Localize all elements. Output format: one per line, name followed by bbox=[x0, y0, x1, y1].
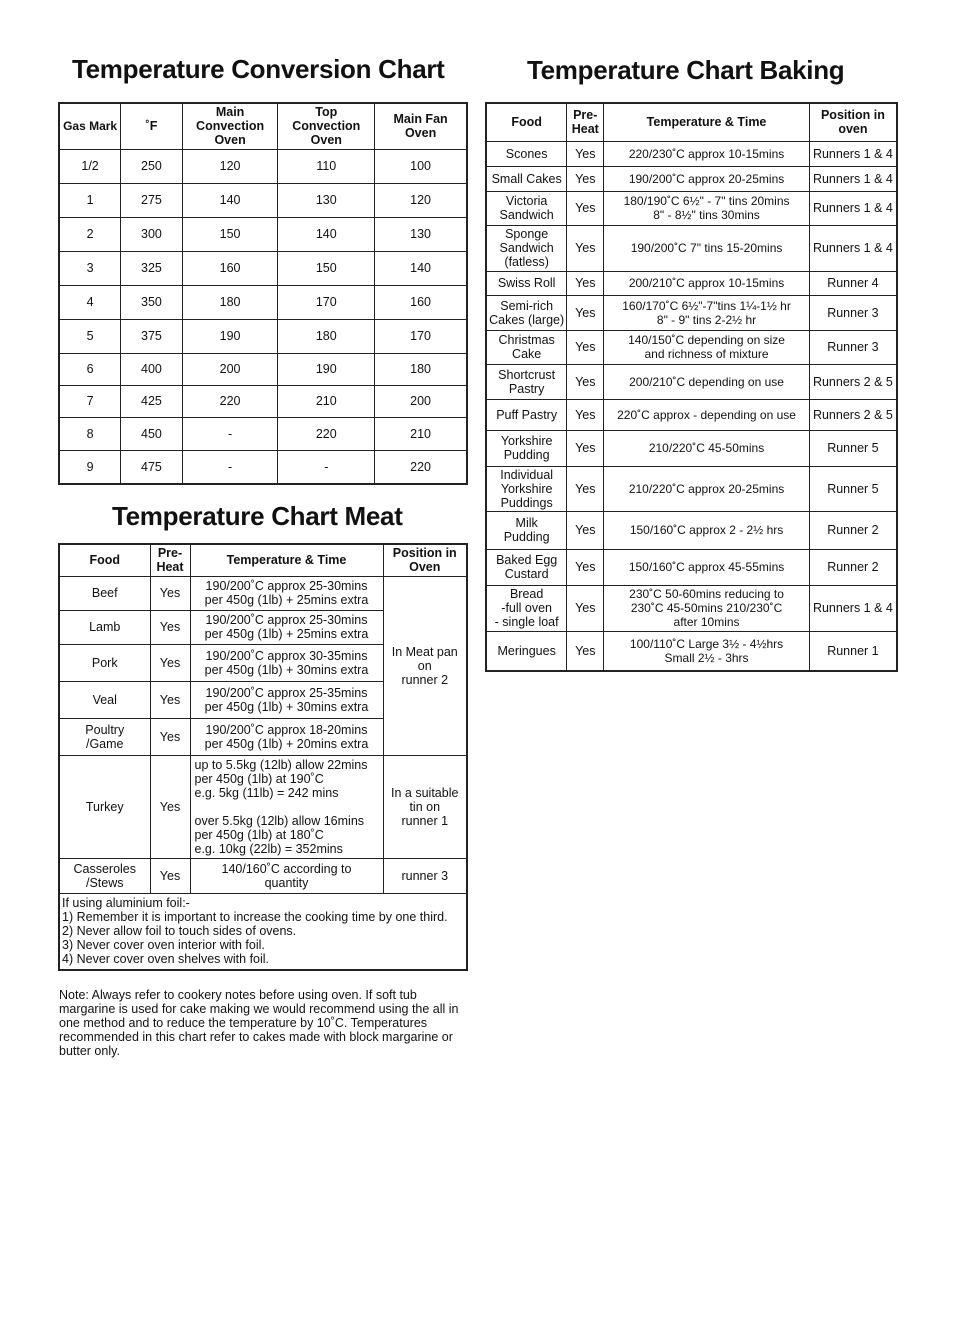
foil-notes-heading: If using aluminium foil:- bbox=[62, 895, 190, 910]
baking-preheat: Yes bbox=[567, 631, 604, 671]
fahrenheit-cell: 275 bbox=[121, 183, 183, 217]
baking-position: Runner 2 bbox=[809, 511, 897, 549]
baking-preheat: Yes bbox=[567, 364, 604, 399]
baking-table-body bbox=[486, 141, 897, 671]
gas-mark-cell: 4 bbox=[59, 285, 121, 319]
meat-header-row bbox=[59, 544, 467, 576]
baking-position: Runners 2 & 5 bbox=[809, 364, 897, 399]
main-convection-cell: - bbox=[182, 417, 278, 450]
baking-food: Sponge Sandwich (fatless) bbox=[486, 225, 567, 271]
conversion-chart-title: Temperature Conversion Chart bbox=[72, 54, 445, 84]
gas-mark-cell: 2 bbox=[59, 217, 121, 251]
baking-temp: 220˚C approx - depending on use bbox=[604, 399, 810, 430]
baking-temp: 140/150˚C depending on size and richness of mixture bbox=[604, 330, 810, 364]
fahrenheit-cell: 450 bbox=[121, 417, 183, 450]
fahrenheit-cell: 300 bbox=[121, 217, 183, 251]
fahrenheit-cell: 425 bbox=[121, 385, 183, 417]
table-row bbox=[59, 858, 467, 893]
baking-food: Meringues bbox=[486, 631, 567, 671]
baking-position: Runner 3 bbox=[809, 330, 897, 364]
baking-temp: 200/210˚C depending on use bbox=[604, 364, 810, 399]
main-convection-cell: - bbox=[182, 450, 278, 484]
meat-temp: 190/200˚C approx 25-30mins per 450g (1lb) + 25mins extra bbox=[190, 610, 383, 644]
meat-chart-title: Temperature Chart Meat bbox=[112, 501, 403, 531]
baking-preheat: Yes bbox=[567, 271, 604, 295]
meat-table bbox=[58, 543, 468, 971]
gas-mark-cell: 1 bbox=[59, 183, 121, 217]
baking-preheat: Yes bbox=[567, 466, 604, 511]
foil-note: 1) Remember it is important to increase the cooking time by one third. bbox=[62, 909, 448, 924]
baking-position: Runners 1 & 4 bbox=[809, 141, 897, 166]
baking-preheat: Yes bbox=[567, 549, 604, 585]
table-row bbox=[59, 217, 467, 251]
foil-notes bbox=[59, 893, 467, 970]
baking-food: Milk Pudding bbox=[486, 511, 567, 549]
gas-mark-cell: 8 bbox=[59, 417, 121, 450]
main-convection-cell: 180 bbox=[182, 285, 278, 319]
top-convection-cell: 210 bbox=[278, 385, 375, 417]
top-convection-cell: 190 bbox=[278, 353, 375, 385]
table-row bbox=[486, 466, 897, 511]
header-top-convection: Top Convection Oven bbox=[278, 103, 375, 149]
meat-position-casseroles: runner 3 bbox=[383, 858, 467, 893]
baking-position: Runner 2 bbox=[809, 549, 897, 585]
main-fan-cell: 120 bbox=[375, 183, 467, 217]
baking-position: Runners 1 & 4 bbox=[809, 166, 897, 191]
baking-preheat: Yes bbox=[567, 295, 604, 330]
table-row bbox=[59, 183, 467, 217]
table-row bbox=[486, 141, 897, 166]
table-row bbox=[486, 225, 897, 271]
baking-preheat: Yes bbox=[567, 330, 604, 364]
fahrenheit-cell: 350 bbox=[121, 285, 183, 319]
top-convection-cell: 150 bbox=[278, 251, 375, 285]
top-convection-cell: 180 bbox=[278, 319, 375, 353]
meat-preheat: Yes bbox=[150, 576, 190, 610]
gas-mark-cell: 7 bbox=[59, 385, 121, 417]
main-convection-cell: 120 bbox=[182, 149, 278, 183]
meat-food: Lamb bbox=[59, 610, 150, 644]
baking-food: Scones bbox=[486, 141, 567, 166]
baking-food: Puff Pastry bbox=[486, 399, 567, 430]
table-row bbox=[486, 549, 897, 585]
table-row bbox=[486, 191, 897, 225]
baking-position: Runners 1 & 4 bbox=[809, 225, 897, 271]
margarine-footnote: Note: Always refer to cookery notes before using oven. If soft tub margarine is used for cake making we would recommend using the all in one method and to reduce the temperature by 10˚C. Temperatures recommended in this chart refer to cakes made with block margarine or butter only. bbox=[59, 988, 459, 1058]
baking-position: Runner 4 bbox=[809, 271, 897, 295]
meat-header-position: Position in Oven bbox=[383, 544, 467, 576]
baking-preheat: Yes bbox=[567, 225, 604, 271]
table-row bbox=[486, 399, 897, 430]
table-row bbox=[59, 755, 467, 858]
baking-temp: 200/210˚C approx 10-15mins bbox=[604, 271, 810, 295]
conversion-table bbox=[58, 102, 468, 485]
table-row bbox=[486, 511, 897, 549]
baking-food: Bread -full oven - single loaf bbox=[486, 585, 567, 631]
table-row bbox=[486, 430, 897, 466]
header-gas-mark: Gas Mark bbox=[59, 103, 121, 149]
foil-note: 2) Never allow foil to touch sides of ovens. bbox=[62, 923, 297, 938]
baking-temp: 220/230˚C approx 10-15mins bbox=[604, 141, 810, 166]
meat-temp: up to 5.5kg (12lb) allow 22mins per 450g (1lb) at 190˚C e.g. 5kg (11lb) = 242 mins over 5.5kg (12lb) allow 16mins per 450g (1lb) at 180˚C e.g. 10kg (22lb) = 352mins bbox=[190, 755, 383, 858]
meat-food: Poultry /Game bbox=[59, 718, 150, 755]
baking-food: Christmas Cake bbox=[486, 330, 567, 364]
main-fan-cell: 160 bbox=[375, 285, 467, 319]
table-row bbox=[59, 450, 467, 484]
header-fahrenheit: ˚F bbox=[121, 103, 183, 149]
meat-position-turkey: In a suitable tin on runner 1 bbox=[383, 755, 467, 858]
table-row bbox=[486, 585, 897, 631]
baking-table bbox=[485, 102, 898, 672]
baking-food: Semi-rich Cakes (large) bbox=[486, 295, 567, 330]
baking-preheat: Yes bbox=[567, 430, 604, 466]
table-row bbox=[486, 166, 897, 191]
baking-food: Yorkshire Pudding bbox=[486, 430, 567, 466]
main-convection-cell: 160 bbox=[182, 251, 278, 285]
baking-temp: 210/220˚C approx 20-25mins bbox=[604, 466, 810, 511]
foil-note: 3) Never cover oven interior with foil. bbox=[62, 937, 265, 952]
baking-preheat: Yes bbox=[567, 166, 604, 191]
table-row bbox=[486, 330, 897, 364]
gas-mark-cell: 1/2 bbox=[59, 149, 121, 183]
top-convection-cell: 170 bbox=[278, 285, 375, 319]
meat-preheat: Yes bbox=[150, 718, 190, 755]
fahrenheit-cell: 250 bbox=[121, 149, 183, 183]
baking-preheat: Yes bbox=[567, 399, 604, 430]
baking-position: Runner 5 bbox=[809, 430, 897, 466]
table-row bbox=[59, 149, 467, 183]
meat-header-food: Food bbox=[59, 544, 150, 576]
gas-mark-cell: 3 bbox=[59, 251, 121, 285]
baking-temp: 150/160˚C approx 2 - 2½ hrs bbox=[604, 511, 810, 549]
baking-header-food: Food bbox=[486, 103, 567, 141]
baking-header-row bbox=[486, 103, 897, 141]
baking-temp: 160/170˚C 6½"-7"tins 1¼-1½ hr 8" - 9" tins 2-2½ hr bbox=[604, 295, 810, 330]
baking-preheat: Yes bbox=[567, 141, 604, 166]
table-row bbox=[486, 295, 897, 330]
top-convection-cell: 110 bbox=[278, 149, 375, 183]
baking-temp: 180/190˚C 6½" - 7" tins 20mins 8" - 8½" tins 30mins bbox=[604, 191, 810, 225]
baking-position: Runner 5 bbox=[809, 466, 897, 511]
baking-food: Small Cakes bbox=[486, 166, 567, 191]
foil-note: 4) Never cover oven shelves with foil. bbox=[62, 951, 270, 966]
gas-mark-cell: 5 bbox=[59, 319, 121, 353]
meat-header-temp: Temperature & Time bbox=[190, 544, 383, 576]
table-row bbox=[59, 319, 467, 353]
baking-temp: 230˚C 50-60mins reducing to 230˚C 45-50mins 210/230˚C after 10mins bbox=[604, 585, 810, 631]
table-row bbox=[59, 576, 467, 610]
baking-temp: 100/110˚C Large 3½ - 4½hrs Small 2½ - 3hrs bbox=[604, 631, 810, 671]
baking-position: Runner 3 bbox=[809, 295, 897, 330]
table-row bbox=[486, 364, 897, 399]
fahrenheit-cell: 325 bbox=[121, 251, 183, 285]
meat-position-meat-pan: In Meat pan on runner 2 bbox=[383, 576, 467, 755]
main-fan-cell: 170 bbox=[375, 319, 467, 353]
header-main-fan: Main Fan Oven bbox=[375, 103, 467, 149]
meat-preheat: Yes bbox=[150, 681, 190, 718]
baking-chart-title: Temperature Chart Baking bbox=[527, 55, 845, 85]
main-fan-cell: 140 bbox=[375, 251, 467, 285]
meat-food: Pork bbox=[59, 644, 150, 681]
main-convection-cell: 140 bbox=[182, 183, 278, 217]
meat-food: Turkey bbox=[59, 755, 150, 858]
baking-position: Runners 1 & 4 bbox=[809, 191, 897, 225]
header-main-convection: Main Convection Oven bbox=[182, 103, 278, 149]
fahrenheit-cell: 400 bbox=[121, 353, 183, 385]
meat-temp: 190/200˚C approx 25-35mins per 450g (1lb) + 30mins extra bbox=[190, 681, 383, 718]
main-fan-cell: 100 bbox=[375, 149, 467, 183]
main-fan-cell: 200 bbox=[375, 385, 467, 417]
meat-preheat: Yes bbox=[150, 644, 190, 681]
baking-temp: 190/200˚C 7" tins 15-20mins bbox=[604, 225, 810, 271]
baking-preheat: Yes bbox=[567, 585, 604, 631]
main-fan-cell: 130 bbox=[375, 217, 467, 251]
main-fan-cell: 180 bbox=[375, 353, 467, 385]
meat-temp: 190/200˚C approx 25-30mins per 450g (1lb) + 25mins extra bbox=[190, 576, 383, 610]
foil-notes-row bbox=[59, 893, 467, 970]
baking-preheat: Yes bbox=[567, 191, 604, 225]
main-convection-cell: 200 bbox=[182, 353, 278, 385]
main-fan-cell: 210 bbox=[375, 417, 467, 450]
meat-preheat: Yes bbox=[150, 755, 190, 858]
meat-temp: 190/200˚C approx 30-35mins per 450g (1lb) + 30mins extra bbox=[190, 644, 383, 681]
main-convection-cell: 220 bbox=[182, 385, 278, 417]
table-row bbox=[486, 631, 897, 671]
baking-position: Runners 1 & 4 bbox=[809, 585, 897, 631]
baking-position: Runner 1 bbox=[809, 631, 897, 671]
top-convection-cell: - bbox=[278, 450, 375, 484]
table-row bbox=[486, 271, 897, 295]
baking-food: Victoria Sandwich bbox=[486, 191, 567, 225]
baking-temp: 150/160˚C approx 45-55mins bbox=[604, 549, 810, 585]
top-convection-cell: 140 bbox=[278, 217, 375, 251]
gas-mark-cell: 9 bbox=[59, 450, 121, 484]
meat-food: Beef bbox=[59, 576, 150, 610]
meat-temp: 140/160˚C according to quantity bbox=[190, 858, 383, 893]
baking-temp: 190/200˚C approx 20-25mins bbox=[604, 166, 810, 191]
table-row bbox=[59, 353, 467, 385]
baking-preheat: Yes bbox=[567, 511, 604, 549]
top-convection-cell: 220 bbox=[278, 417, 375, 450]
baking-temp: 210/220˚C 45-50mins bbox=[604, 430, 810, 466]
baking-header-preheat: Pre- Heat bbox=[567, 103, 604, 141]
baking-food: Shortcrust Pastry bbox=[486, 364, 567, 399]
top-convection-cell: 130 bbox=[278, 183, 375, 217]
baking-food: Baked Egg Custard bbox=[486, 549, 567, 585]
main-convection-cell: 150 bbox=[182, 217, 278, 251]
meat-temp: 190/200˚C approx 18-20mins per 450g (1lb) + 20mins extra bbox=[190, 718, 383, 755]
main-convection-cell: 190 bbox=[182, 319, 278, 353]
main-fan-cell: 220 bbox=[375, 450, 467, 484]
gas-mark-cell: 6 bbox=[59, 353, 121, 385]
meat-header-preheat: Pre- Heat bbox=[150, 544, 190, 576]
baking-food: Swiss Roll bbox=[486, 271, 567, 295]
table-row bbox=[59, 251, 467, 285]
baking-header-position: Position in oven bbox=[809, 103, 897, 141]
baking-food: Individual Yorkshire Puddings bbox=[486, 466, 567, 511]
baking-position: Runners 2 & 5 bbox=[809, 399, 897, 430]
conversion-table-body bbox=[59, 149, 467, 484]
table-row bbox=[59, 417, 467, 450]
meat-preheat: Yes bbox=[150, 610, 190, 644]
fahrenheit-cell: 475 bbox=[121, 450, 183, 484]
meat-food: Veal bbox=[59, 681, 150, 718]
table-row bbox=[59, 285, 467, 319]
baking-header-temp: Temperature & Time bbox=[604, 103, 810, 141]
conversion-header-row bbox=[59, 103, 467, 149]
meat-food: Casseroles /Stews bbox=[59, 858, 150, 893]
table-row bbox=[59, 385, 467, 417]
fahrenheit-cell: 375 bbox=[121, 319, 183, 353]
meat-preheat: Yes bbox=[150, 858, 190, 893]
